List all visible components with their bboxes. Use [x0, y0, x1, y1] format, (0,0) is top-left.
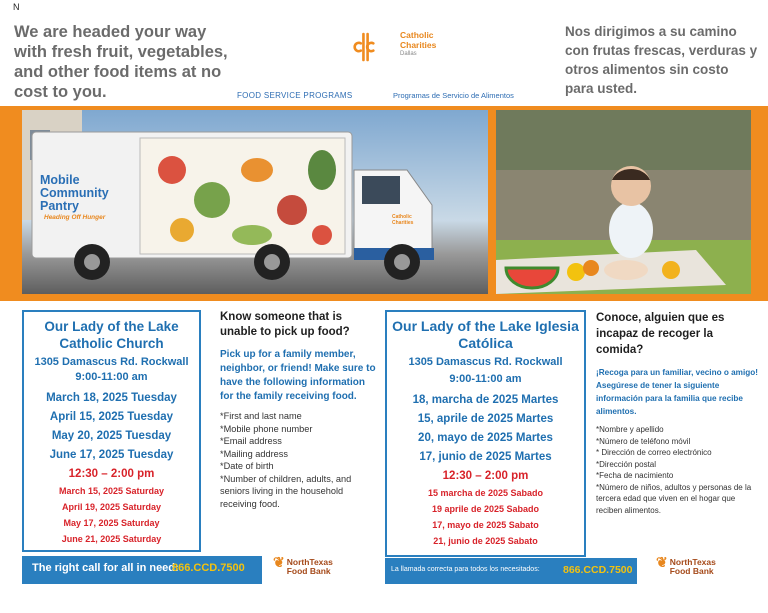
- date-item: 18, marcha de 2025 Martes: [412, 394, 559, 406]
- spanish-info: [596, 310, 762, 516]
- call-label: La llamada correcta para todos los necesitados:: [391, 566, 540, 573]
- truck-door-logo: Catholic Charities: [392, 214, 414, 226]
- date-item: 19 aprile de 2025 Sabado: [431, 504, 540, 514]
- date-item: March 18, 2025 Tuesday: [46, 392, 177, 404]
- phone-number[interactable]: 866.CCD.7500: [563, 564, 633, 576]
- date-item: June 17, 2025 Tuesday: [49, 449, 174, 461]
- info-blurb: Pick up for a family member, neighbor, or friend! Make sure to have the following information for the family receiving food.: [220, 349, 376, 402]
- church-name: Our Lady of the Lake Iglesia Católica: [392, 318, 579, 351]
- list-item: *Nombre y apellido: [596, 425, 664, 434]
- list-item: *Número de teléfono móvil: [596, 436, 691, 446]
- date-item: 15, aprile de 2025 Martes: [417, 413, 554, 425]
- morning-time: 9:00-11:00 am: [75, 371, 148, 383]
- date-item: March 15, 2025 Saturday: [58, 486, 165, 496]
- spanish-schedule-box: [385, 310, 586, 557]
- afternoon-time: 12:30 – 2:00 pm: [68, 468, 155, 480]
- date-item: April 19, 2025 Saturday: [61, 502, 162, 512]
- list-item: *Email address: [220, 436, 282, 446]
- info-blurb: ¡Recoga para un familiar, vecino o amigo! Asegúrese de tener la siguiente información para la familia que recibe alimentos.: [596, 368, 758, 416]
- logo-wordmark: Catholic Charities: [400, 30, 437, 50]
- afternoon-dates: [24, 483, 199, 547]
- programs-spanish: Programas de Servicio de Alimentos: [393, 91, 514, 100]
- programs-english: FOOD SERVICE PROGRAMS: [237, 91, 353, 100]
- date-item: April 15, 2025 Tuesday: [49, 411, 174, 423]
- header-spanish: Nos dirigimos a su camino con frutas frescas, verduras y otros alimentos sin costo para usted.: [565, 24, 758, 96]
- info-title: Conoce, alguien que es incapaz de recoger la comida?: [596, 312, 725, 356]
- list-item: *Mailing address: [220, 448, 288, 459]
- spanish-call-bar: [385, 558, 637, 584]
- info-list: [220, 410, 376, 510]
- afternoon-dates: [387, 485, 584, 549]
- catholic-charities-logo: [352, 16, 404, 78]
- info-title: Know someone that is unable to pick up food?: [220, 311, 350, 338]
- list-item: *Date of birth: [220, 461, 274, 471]
- english-schedule-box: [22, 310, 201, 552]
- header-english: We are headed your way with fresh fruit, vegetables, and other food items at no cost to you.: [14, 23, 228, 101]
- list-item: *Número de niños, adultos y personas de la tercera edad que viven en el hogar que reciben alimentos.: [596, 482, 752, 515]
- date-item: 17, junio de 2025 Martes: [419, 451, 552, 463]
- date-item: June 21, 2025 Saturday: [61, 534, 162, 544]
- list-item: *Dirección postal: [596, 459, 657, 469]
- church-address: 1305 Damascus Rd. Rockwall: [408, 356, 563, 368]
- list-item: *Fecha de nacimiento: [596, 471, 674, 480]
- logo-subtitle: Dallas: [400, 51, 417, 57]
- date-item: 17, mayo de 2025 Sabato: [432, 520, 539, 530]
- list-item: *First and last name: [220, 411, 302, 421]
- child-photo: [496, 110, 751, 294]
- list-item: *Mobile phone number: [220, 423, 313, 434]
- morning-dates: [24, 389, 199, 465]
- wheat-icon: ❦: [273, 554, 285, 570]
- english-info: [220, 310, 376, 510]
- date-item: 15 marcha de 2025 Sabado: [427, 488, 544, 498]
- morning-dates: [387, 391, 584, 467]
- info-list: [596, 424, 762, 516]
- truck-tagline: Heading Off Hunger: [44, 214, 106, 221]
- church-address: 1305 Damascus Rd. Rockwall: [34, 356, 189, 368]
- list-item: * Dirección de correo electrónico: [596, 448, 712, 457]
- morning-time: 9:00-11:00 am: [449, 373, 522, 385]
- wheat-icon: ❦: [656, 554, 668, 570]
- corner-mark: N: [13, 2, 20, 12]
- truck-photo: [22, 110, 488, 294]
- date-item: 20, mayo de 2025 Martes: [418, 432, 553, 444]
- date-item: May 20, 2025 Tuesday: [51, 430, 172, 442]
- food-bank-logo-english: ❦ NorthTexas Food Bank: [273, 554, 333, 576]
- church-name: Our Lady of the Lake Catholic Church: [44, 319, 179, 351]
- afternoon-time: 12:30 – 2:00 pm: [442, 470, 529, 482]
- truck-title: Mobile Community Pantry: [40, 173, 109, 213]
- list-item: *Number of children, adults, and seniors living in the household receiving food.: [220, 473, 352, 509]
- food-bank-logo-spanish: ❦ NorthTexas Food Bank: [656, 554, 716, 576]
- call-label: The right call for all in need:: [32, 562, 179, 574]
- english-call-bar: [22, 556, 262, 584]
- date-item: 21, junio de 2025 Sabato: [433, 536, 538, 546]
- date-item: May 17, 2025 Saturday: [63, 518, 160, 528]
- phone-number[interactable]: 866.CCD.7500: [172, 562, 245, 574]
